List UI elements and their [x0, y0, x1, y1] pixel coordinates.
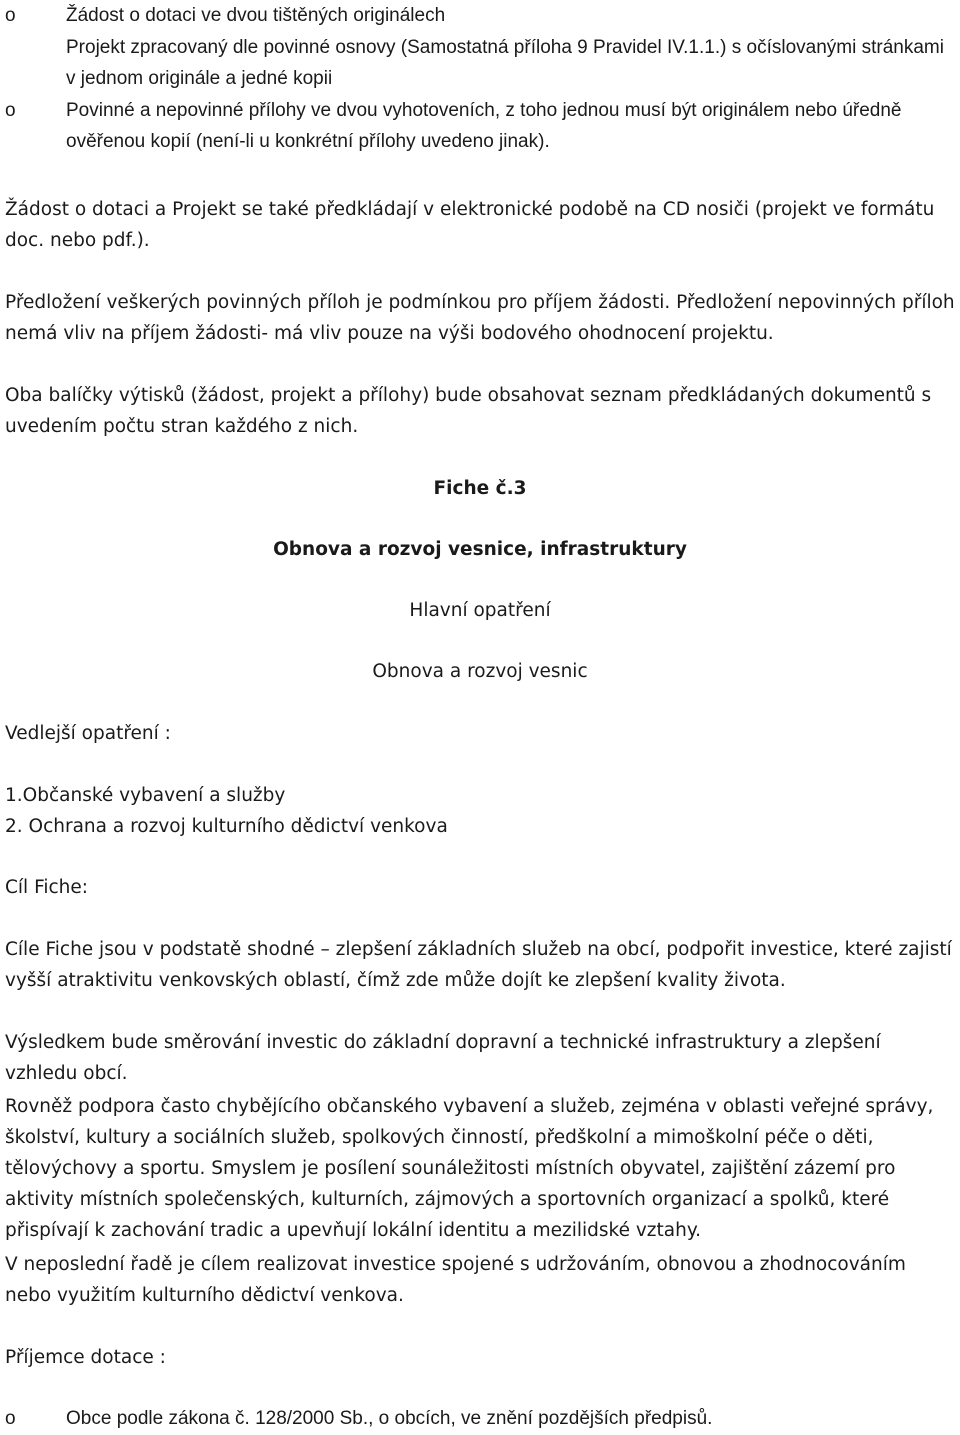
main-measure: Obnova a rozvoj vesnic [372, 661, 588, 682]
list-item [5, 1403, 955, 1435]
bullet-marker: o [5, 1408, 16, 1429]
goal-paragraph-4: V neposlední řadě je cílem realizovat investice spojené s udržováním, obnovou a zhodnocováním nebo využitím kulturního dědictví venkova. [5, 1254, 906, 1306]
electronic-submission-paragraph: Žádost o dotaci a Projekt se také předkládají v elektronické podobě na CD nosiči (projekt ve formátu doc. nebo pdf.). [5, 199, 935, 251]
goal-paragraph-1: Cíle Fiche jsou v podstatě shodné – zlepšení základních služeb na obcí, podpořit investice, které zajistí vyšší atraktivitu venkovských oblastí, čímž zde může dojít ke zlepšení kvality života. [5, 939, 952, 991]
list-item [5, 32, 955, 95]
list-item-text: Povinné a nepovinné přílohy ve dvou vyhotoveních, z toho jednou musí být originálem nebo úředně ověřenou kopií (není-li u konkrétní přílohy uvedeno jinak). [66, 99, 902, 152]
list-item [5, 0, 955, 32]
secondary-measure-item: 2. Ochrana a rozvoj kulturního dědictví venkova [5, 816, 448, 837]
secondary-measure-item: 1.Občanské vybavení a služby [5, 785, 286, 806]
bullet-marker: o [5, 99, 16, 121]
packages-paragraph: Oba balíčky výtisků (žádost, projekt a přílohy) bude obsahovat seznam předkládaných dokumentů s uvedením počtu stran každého z nich. [5, 385, 932, 437]
list-item-text: Žádost o dotaci ve dvou tištěných originálech [66, 5, 446, 26]
list-item-text: Projekt zpracovaný dle povinné osnovy (Samostatná příloha 9 Pravidel IV.1.1.) s očíslovanými stránkami v jednom originále a jedné kopii [66, 36, 944, 89]
recipients-list [5, 1403, 955, 1435]
main-measure-label: Hlavní opatření [409, 600, 551, 621]
attachments-paragraph: Předložení veškerých povinných příloh je podmínkou pro příjem žádosti. Předložení nepovinných příloh nemá vliv na příjem žádosti- má vliv pouze na výši bodového ohodnocení projektu. [5, 292, 955, 344]
fiche-number: Fiche č.3 [433, 478, 527, 499]
goal-paragraph-2: Výsledkem bude směrování investic do základní dopravní a technické infrastruktury a zlepšení vzhledu obcí. [5, 1032, 881, 1084]
bullet-marker: o [5, 5, 16, 26]
secondary-measures-label: Vedlejší opatření : [5, 723, 171, 744]
recipients-label: Příjemce dotace : [5, 1347, 166, 1368]
goal-paragraph-3: Rovněž podpora často chybějícího občanského vybavení a služeb, zejména v oblasti veřejné správy, školství, kultury a sociálních služeb, spolkových činností, předškolní a mimoškolní péče o děti, tělovýchovy a sportu. Smyslem je posílení sounáležitosti místních obyvatel, zajištění zázemí pro aktivity místních společenských, kulturních, zájmových a sportovních organizací a spolků, které přispívají k zachování tradic a upevňují lokální identitu a mezilidské vztahy. [5, 1096, 934, 1241]
goal-label: Cíl Fiche: [5, 877, 89, 898]
list-item-text: Obce podle zákona č. 128/2000 Sb., o obcích, ve znění pozdějších předpisů. [66, 1408, 713, 1429]
fiche-title: Obnova a rozvoj vesnice, infrastruktury [273, 539, 687, 560]
requirements-list [5, 0, 955, 158]
list-item [5, 95, 955, 158]
